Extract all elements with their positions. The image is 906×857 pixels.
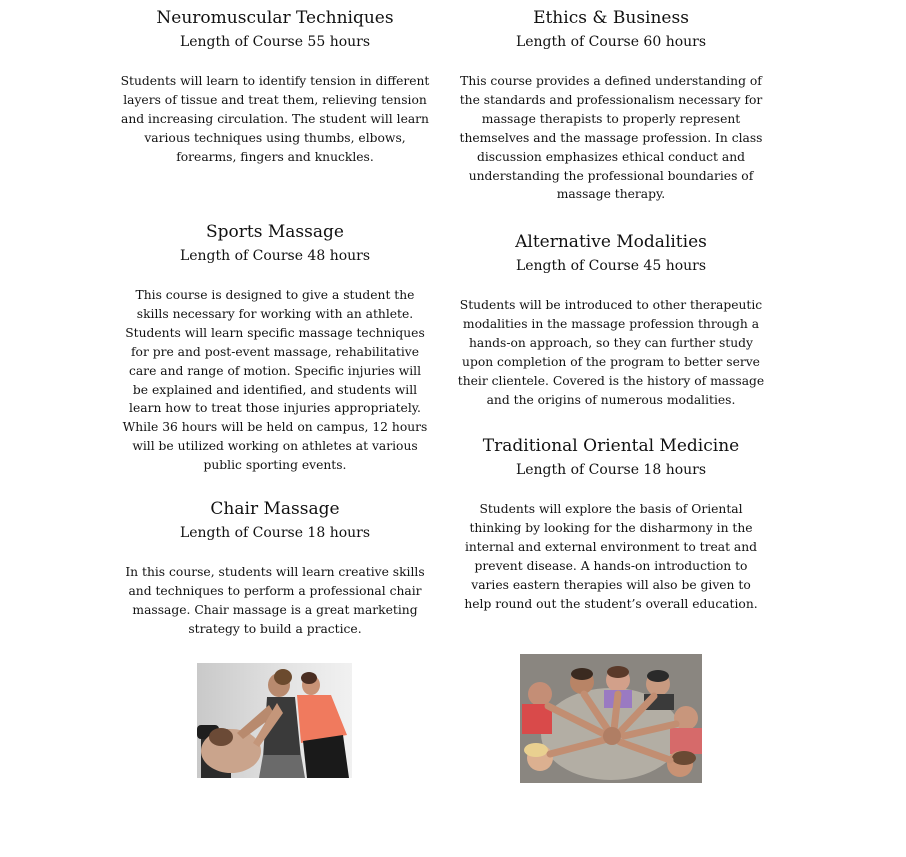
- course-title: Alternative Modalities: [515, 232, 707, 252]
- course-length: Length of Course 45 hours: [515, 258, 707, 274]
- course-length: Length of Course 18 hours: [515, 462, 707, 478]
- course-title: Sports Massage: [206, 222, 344, 242]
- course-description: This course is designed to give a student the skills necessary for working with an athlete. Students will learn specific massage techniques for pre and post-event massage, rehabilitative care and range of motion. Specific injuries will be explained and identified, and students will learn how to treat those injuries appropriately. While 36 hours will be held on campus, 12 hours will be utilized working on athletes at various public sporting events.: [122, 288, 428, 473]
- course-description: Students will learn to identify tension in different layers of tissue and treat them, relieving tension and increasing circulation. The student will learn various techniques using thumbs, elbows, forearms, fingers and knuckles.: [120, 74, 430, 164]
- course-description: Students will be introduced to other therapeutic modalities in the massage profession through a hands-on approach, so they can further study upon completion of the program to better serve their clientele. Covered is the history of massage and the origins of numerous modalities.: [457, 298, 765, 407]
- course-title: Chair Massage: [210, 499, 340, 519]
- course-chair-massage: [120, 497, 430, 639]
- course-length: Length of Course 60 hours: [515, 34, 707, 50]
- course-traditional-oriental-medicine: [456, 434, 766, 613]
- course-title: Neuromuscular Techniques: [156, 8, 394, 28]
- course-alternative-modalities: [456, 230, 766, 409]
- course-title: Ethics & Business: [533, 8, 689, 28]
- course-description: This course provides a defined understanding of the standards and professionalism necessary for massage therapists to properly represent themselves and the massage profession. In class discussion emphasizes ethical conduct and understanding the professional boundaries of massage therapy.: [459, 74, 763, 202]
- course-title: Traditional Oriental Medicine: [482, 436, 740, 456]
- group-hands-circle-photo: [520, 654, 702, 783]
- course-length: Length of Course 55 hours: [179, 34, 371, 50]
- course-length: Length of Course 18 hours: [179, 525, 371, 541]
- course-description: In this course, students will learn creative skills and techniques to perform a professional chair massage. Chair massage is a great marketing strategy to build a practice.: [125, 565, 425, 636]
- course-description: Students will explore the basis of Oriental thinking by looking for the disharmony in the internal and external environment to treat and prevent disease. A hands-on introduction to varies eastern therapies will also be given to help round out the student’s overall education.: [464, 502, 758, 611]
- course-sports-massage: [120, 220, 430, 475]
- chair-massage-photo: [197, 663, 352, 778]
- course-neuromuscular: [120, 6, 430, 167]
- course-length: Length of Course 48 hours: [179, 248, 371, 264]
- course-ethics-business: [456, 6, 766, 204]
